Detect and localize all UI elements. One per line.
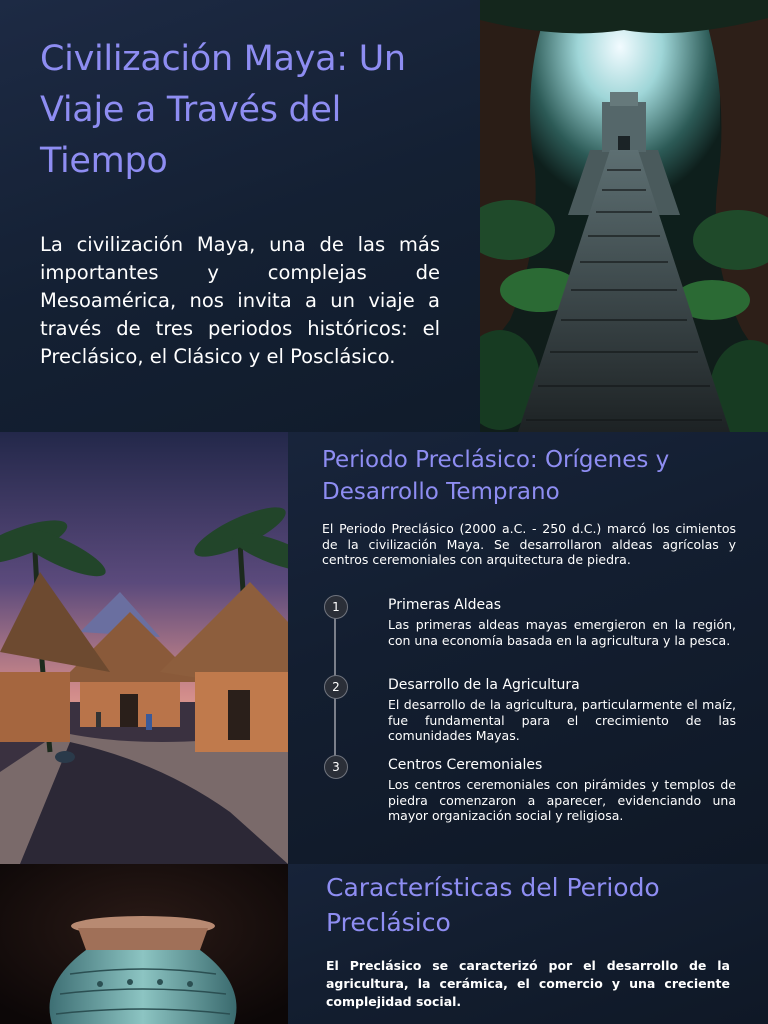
step-number-badge: 2 (324, 675, 348, 699)
temple-stairway-image (480, 0, 768, 432)
step-title: Desarrollo de la Agricultura (388, 677, 580, 693)
step-description: Los centros ceremoniales con pirámides y templos de piedra comenzaron a aparecer, evidenciando una mayor organización social y religiosa. (388, 777, 736, 823)
preclassic-timeline (322, 596, 736, 856)
characteristics-intro: El Preclásico se caracterizó por el desarrollo de la agricultura, la cerámica, el comercio y una creciente complejidad social. (326, 958, 730, 1009)
ceramic-vase-image (0, 864, 288, 1024)
hero-intro-text: La civilización Maya, una de las más importantes y complejas de Mesoamérica, nos invita a un viaje a través de tres periodos históricos: el Preclásico, el Clásico y el Posclásico. (40, 233, 440, 368)
step-description: Las primeras aldeas mayas emergieron en la región, con una economía basada en la agricultura y la pesca. (388, 617, 736, 648)
hero-section (0, 0, 768, 432)
preclassic-title: Periodo Preclásico: Orígenes y Desarrollo Temprano (322, 447, 670, 505)
step-number-badge: 3 (324, 755, 348, 779)
step-description: El desarrollo de la agricultura, particularmente el maíz, fue fundamental para el crecimiento de las comunidades Mayas. (388, 697, 736, 743)
characteristics-section (0, 864, 768, 1024)
step-title: Primeras Aldeas (388, 597, 502, 613)
page-title: Civilización Maya: Un Viaje a Través del Tiempo (40, 39, 406, 181)
characteristics-title: Características del Periodo Preclásico (326, 873, 660, 937)
village-image (0, 432, 288, 864)
step-title: Centros Ceremoniales (388, 757, 543, 773)
preclassic-section (0, 432, 768, 864)
preclassic-content (322, 444, 736, 568)
hero-text (40, 34, 440, 371)
preclassic-intro: El Periodo Preclásico (2000 a.C. - 250 d.C.) marcó los cimientos de la civilización Maya. Se desarrollaron aldeas agrícolas y centros ceremoniales con arquitectura de piedra. (322, 521, 736, 567)
characteristics-content (326, 870, 730, 1011)
step-number-badge: 1 (324, 595, 348, 619)
